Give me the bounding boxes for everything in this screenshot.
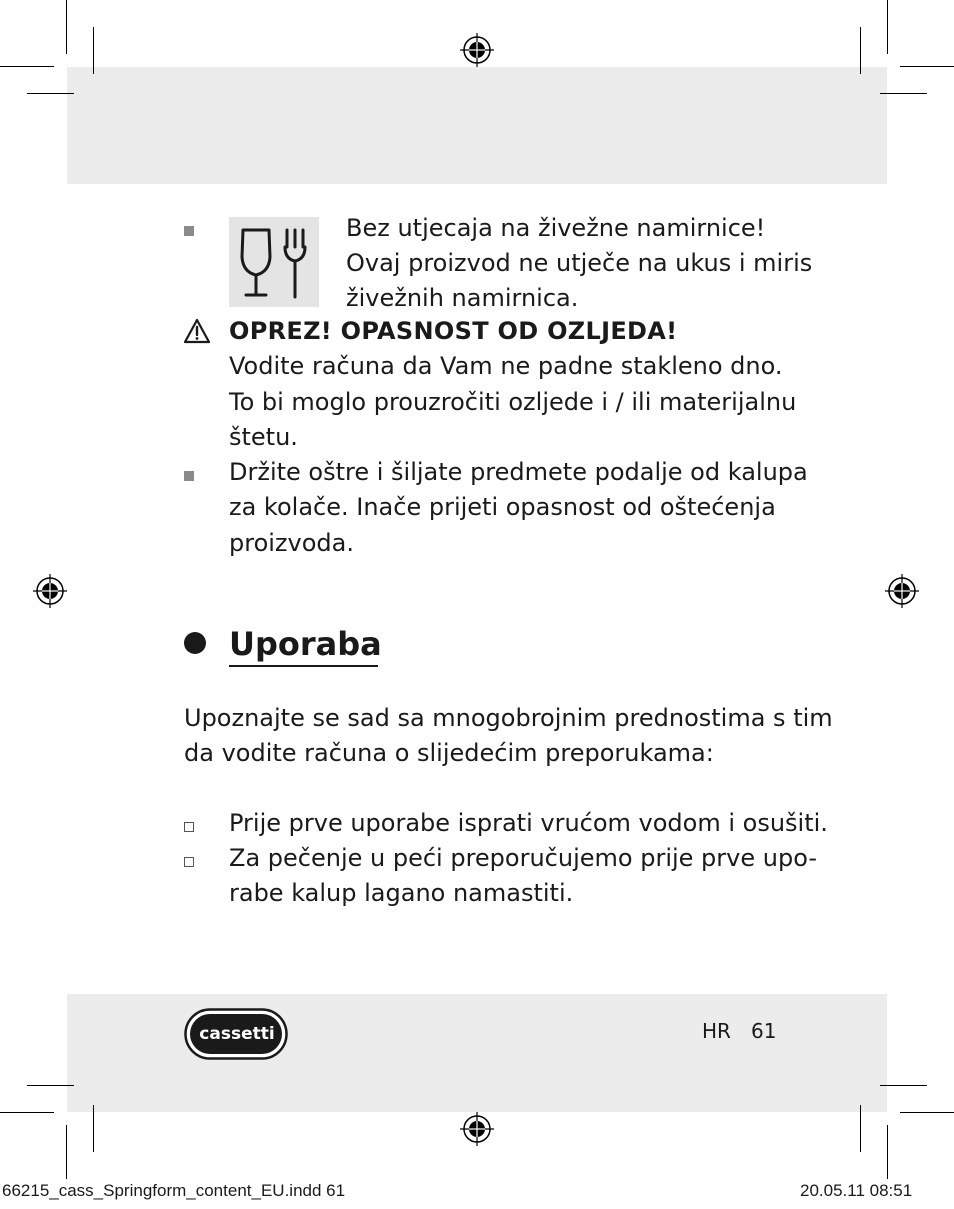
crop-mark: [27, 1085, 74, 1086]
crop-mark: [900, 1112, 954, 1113]
sharp-note-line: za kolače. Inače prijeti opasnost od oštećenja: [229, 493, 776, 521]
warning-triangle-icon: [183, 318, 211, 344]
warning-line: Vodite računa da Vam ne padne stakleno dno.: [229, 352, 783, 380]
intro-line: Upoznajte se sad sa mnogobrojnim prednostima s tim: [184, 704, 833, 732]
crop-mark: [900, 66, 954, 67]
section-title: Uporaba: [229, 625, 382, 663]
registration-mark-icon: [460, 1112, 494, 1146]
footer-language: HR: [702, 1019, 731, 1043]
crop-mark: [93, 1105, 94, 1152]
food-note-line: živežnih namirnica.: [346, 284, 579, 312]
intro-line: da vodite računa o slijedećim preporukama:: [184, 739, 714, 767]
crop-mark: [860, 1105, 861, 1152]
crop-mark: [0, 1112, 54, 1113]
crop-mark: [860, 27, 861, 74]
warning-line: To bi moglo prouzročiti ozljede i / ili materijalnu: [229, 388, 797, 416]
step-line: Prije prve uporabe isprati vrućom vodom i osušiti.: [229, 809, 828, 837]
registration-mark-icon: [460, 33, 494, 67]
crop-mark: [887, 0, 888, 54]
list-bullet: [184, 471, 194, 481]
step-line: rabe kalup lagano namastiti.: [229, 879, 574, 907]
crop-mark: [0, 66, 54, 67]
glass-fork-icon: [229, 217, 319, 307]
crop-mark: [66, 0, 67, 54]
slug-file: 66215_cass_Springform_content_EU.indd 61: [2, 1181, 346, 1200]
crop-mark: [66, 1125, 67, 1179]
header-band: [67, 67, 887, 184]
crop-mark: [93, 27, 94, 74]
warning-title: OPREZ! OPASNOST OD OZLJEDA!: [229, 317, 678, 345]
cassetti-logo: [184, 1008, 288, 1060]
heading-underline: [229, 665, 378, 667]
step-checkbox-icon: [184, 857, 194, 867]
slug-date: 20.05.11 08:51: [800, 1181, 913, 1200]
footer-page-number: 61: [751, 1019, 777, 1043]
crop-mark: [27, 93, 74, 94]
food-note-line: Bez utjecaja na živežne namirnice!: [346, 214, 766, 242]
step-line: Za pečenje u peći preporučujemo prije prve upo-: [229, 844, 817, 872]
warning-line: štetu.: [229, 423, 298, 451]
registration-mark-icon: [885, 574, 919, 608]
heading-bullet-icon: [184, 632, 206, 654]
logo-text: cassetti: [199, 1024, 275, 1044]
sharp-note-line: proizvoda.: [229, 529, 354, 557]
list-bullet: [184, 226, 194, 236]
crop-mark: [880, 1085, 927, 1086]
crop-mark: [887, 1125, 888, 1179]
sharp-note-line: Držite oštre i šiljate predmete podalje od kalupa: [229, 458, 808, 486]
food-note-line: Ovaj proizvod ne utječe na ukus i miris: [346, 249, 813, 277]
registration-mark-icon: [33, 574, 67, 608]
step-checkbox-icon: [184, 822, 194, 832]
crop-mark: [880, 93, 927, 94]
